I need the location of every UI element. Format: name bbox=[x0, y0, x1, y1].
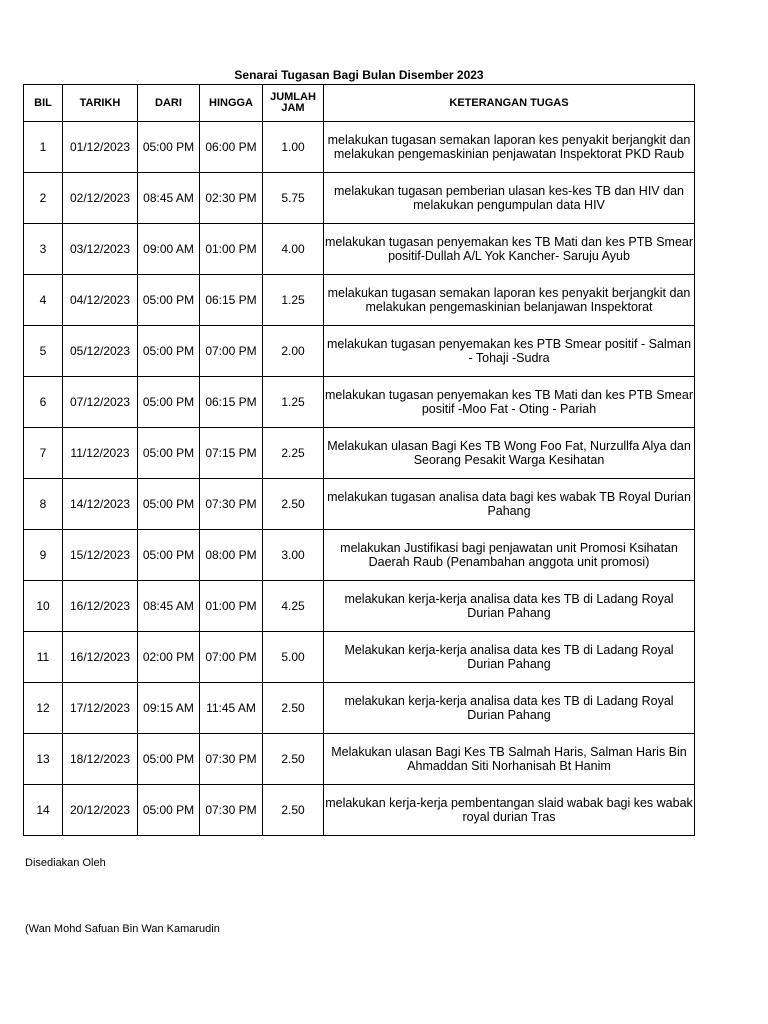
cell-keterangan: Melakukan ulasan Bagi Kes TB Wong Foo Fat, Nurzullfa Alya dan Seorang Pesakit Warga Kesihatan bbox=[324, 428, 695, 479]
cell-bil: 9 bbox=[24, 530, 63, 581]
table-row bbox=[24, 683, 695, 734]
prepared-by-label: Disediakan Oleh bbox=[25, 857, 106, 869]
cell-keterangan: melakukan kerja-kerja pembentangan slaid wabak bagi kes wabak royal durian Tras bbox=[324, 785, 695, 836]
cell-hingga: 07:15 PM bbox=[200, 428, 263, 479]
header-tarikh: TARIKH bbox=[63, 85, 138, 122]
cell-jumlah-jam: 2.50 bbox=[263, 785, 324, 836]
cell-keterangan: melakukan tugasan analisa data bagi kes wabak TB Royal Durian Pahang bbox=[324, 479, 695, 530]
table-row bbox=[24, 734, 695, 785]
cell-jumlah-jam: 2.25 bbox=[263, 428, 324, 479]
cell-jumlah-jam: 1.25 bbox=[263, 377, 324, 428]
cell-jumlah-jam: 2.50 bbox=[263, 683, 324, 734]
cell-dari: 09:00 AM bbox=[138, 224, 200, 275]
cell-bil: 12 bbox=[24, 683, 63, 734]
cell-keterangan: melakukan tugasan penyemakan kes TB Mati dan kes PTB Smear positif-Dullah A/L Yok Kancher- Saruju Ayub bbox=[324, 224, 695, 275]
cell-hingga: 07:30 PM bbox=[200, 734, 263, 785]
table-row bbox=[24, 122, 695, 173]
cell-bil: 1 bbox=[24, 122, 63, 173]
cell-bil: 4 bbox=[24, 275, 63, 326]
cell-dari: 09:15 AM bbox=[138, 683, 200, 734]
cell-tarikh: 11/12/2023 bbox=[63, 428, 138, 479]
cell-hingga: 06:15 PM bbox=[200, 377, 263, 428]
table-row bbox=[24, 530, 695, 581]
cell-keterangan: melakukan tugasan semakan laporan kes penyakit berjangkit dan melakukan pengemaskinian belanjawan Inspektorat bbox=[324, 275, 695, 326]
header-jumlah-jam: JUMLAH JAM bbox=[263, 85, 324, 122]
table-row bbox=[24, 275, 695, 326]
cell-keterangan: melakukan tugasan semakan laporan kes penyakit berjangkit dan melakukan pengemaskinian penjawatan Inspektorat PKD Raub bbox=[324, 122, 695, 173]
cell-keterangan: Melakukan kerja-kerja analisa data kes TB di Ladang Royal Durian Pahang bbox=[324, 632, 695, 683]
cell-jumlah-jam: 5.75 bbox=[263, 173, 324, 224]
cell-tarikh: 18/12/2023 bbox=[63, 734, 138, 785]
table-header-row bbox=[24, 85, 695, 122]
cell-bil: 13 bbox=[24, 734, 63, 785]
task-table-body bbox=[24, 122, 695, 836]
header-bil: BIL bbox=[24, 85, 63, 122]
cell-tarikh: 02/12/2023 bbox=[63, 173, 138, 224]
cell-bil: 10 bbox=[24, 581, 63, 632]
cell-dari: 05:00 PM bbox=[138, 734, 200, 785]
cell-dari: 05:00 PM bbox=[138, 530, 200, 581]
cell-dari: 05:00 PM bbox=[138, 326, 200, 377]
table-row bbox=[24, 581, 695, 632]
cell-tarikh: 01/12/2023 bbox=[63, 122, 138, 173]
cell-tarikh: 15/12/2023 bbox=[63, 530, 138, 581]
cell-dari: 05:00 PM bbox=[138, 122, 200, 173]
cell-tarikh: 03/12/2023 bbox=[63, 224, 138, 275]
signatory-name: (Wan Mohd Safuan Bin Wan Kamarudin bbox=[25, 923, 220, 935]
cell-jumlah-jam: 3.00 bbox=[263, 530, 324, 581]
cell-jumlah-jam: 4.00 bbox=[263, 224, 324, 275]
cell-tarikh: 20/12/2023 bbox=[63, 785, 138, 836]
cell-hingga: 07:00 PM bbox=[200, 326, 263, 377]
table-row bbox=[24, 326, 695, 377]
cell-jumlah-jam: 2.50 bbox=[263, 734, 324, 785]
cell-keterangan: melakukan kerja-kerja analisa data kes TB di Ladang Royal Durian Pahang bbox=[324, 683, 695, 734]
header-dari: DARI bbox=[138, 85, 200, 122]
cell-hingga: 02:30 PM bbox=[200, 173, 263, 224]
cell-hingga: 07:00 PM bbox=[200, 632, 263, 683]
task-table bbox=[23, 84, 695, 836]
cell-bil: 5 bbox=[24, 326, 63, 377]
cell-jumlah-jam: 4.25 bbox=[263, 581, 324, 632]
cell-bil: 11 bbox=[24, 632, 63, 683]
cell-dari: 02:00 PM bbox=[138, 632, 200, 683]
cell-keterangan: melakukan tugasan penyemakan kes PTB Smear positif - Salman - Tohaji -Sudra bbox=[324, 326, 695, 377]
cell-tarikh: 16/12/2023 bbox=[63, 632, 138, 683]
cell-dari: 08:45 AM bbox=[138, 581, 200, 632]
cell-dari: 05:00 PM bbox=[138, 785, 200, 836]
table-row bbox=[24, 173, 695, 224]
cell-hingga: 07:30 PM bbox=[200, 479, 263, 530]
cell-hingga: 07:30 PM bbox=[200, 785, 263, 836]
table-row bbox=[24, 377, 695, 428]
table-row bbox=[24, 428, 695, 479]
cell-tarikh: 05/12/2023 bbox=[63, 326, 138, 377]
cell-hingga: 01:00 PM bbox=[200, 224, 263, 275]
cell-bil: 3 bbox=[24, 224, 63, 275]
cell-dari: 05:00 PM bbox=[138, 377, 200, 428]
table-row bbox=[24, 479, 695, 530]
cell-tarikh: 07/12/2023 bbox=[63, 377, 138, 428]
cell-hingga: 06:00 PM bbox=[200, 122, 263, 173]
cell-keterangan: melakukan tugasan pemberian ulasan kes-kes TB dan HIV dan melakukan pengumpulan data HIV bbox=[324, 173, 695, 224]
header-hingga: HINGGA bbox=[200, 85, 263, 122]
table-row bbox=[24, 785, 695, 836]
cell-keterangan: melakukan Justifikasi bagi penjawatan unit Promosi Ksihatan Daerah Raub (Penambahan anggota unit promosi) bbox=[324, 530, 695, 581]
cell-dari: 05:00 PM bbox=[138, 275, 200, 326]
cell-tarikh: 04/12/2023 bbox=[63, 275, 138, 326]
cell-keterangan: melakukan kerja-kerja analisa data kes TB di Ladang Royal Durian Pahang bbox=[324, 581, 695, 632]
cell-jumlah-jam: 2.50 bbox=[263, 479, 324, 530]
cell-dari: 08:45 AM bbox=[138, 173, 200, 224]
cell-bil: 8 bbox=[24, 479, 63, 530]
cell-hingga: 06:15 PM bbox=[200, 275, 263, 326]
cell-dari: 05:00 PM bbox=[138, 479, 200, 530]
cell-jumlah-jam: 1.25 bbox=[263, 275, 324, 326]
cell-keterangan: melakukan tugasan penyemakan kes TB Mati dan kes PTB Smear positif -Moo Fat - Oting - Pariah bbox=[324, 377, 695, 428]
cell-jumlah-jam: 2.00 bbox=[263, 326, 324, 377]
cell-hingga: 11:45 AM bbox=[200, 683, 263, 734]
table-row bbox=[24, 632, 695, 683]
cell-bil: 7 bbox=[24, 428, 63, 479]
header-keterangan: KETERANGAN TUGAS bbox=[324, 85, 695, 122]
table-row bbox=[24, 224, 695, 275]
document-title: Senarai Tugasan Bagi Bulan Disember 2023 bbox=[234, 68, 484, 82]
cell-tarikh: 14/12/2023 bbox=[63, 479, 138, 530]
cell-tarikh: 16/12/2023 bbox=[63, 581, 138, 632]
cell-hingga: 08:00 PM bbox=[200, 530, 263, 581]
cell-jumlah-jam: 5.00 bbox=[263, 632, 324, 683]
cell-jumlah-jam: 1.00 bbox=[263, 122, 324, 173]
cell-tarikh: 17/12/2023 bbox=[63, 683, 138, 734]
cell-dari: 05:00 PM bbox=[138, 428, 200, 479]
cell-bil: 2 bbox=[24, 173, 63, 224]
cell-bil: 6 bbox=[24, 377, 63, 428]
cell-keterangan: Melakukan ulasan Bagi Kes TB Salmah Haris, Salman Haris Bin Ahmaddan Siti Norhanisah Bt Hanim bbox=[324, 734, 695, 785]
cell-hingga: 01:00 PM bbox=[200, 581, 263, 632]
cell-bil: 14 bbox=[24, 785, 63, 836]
